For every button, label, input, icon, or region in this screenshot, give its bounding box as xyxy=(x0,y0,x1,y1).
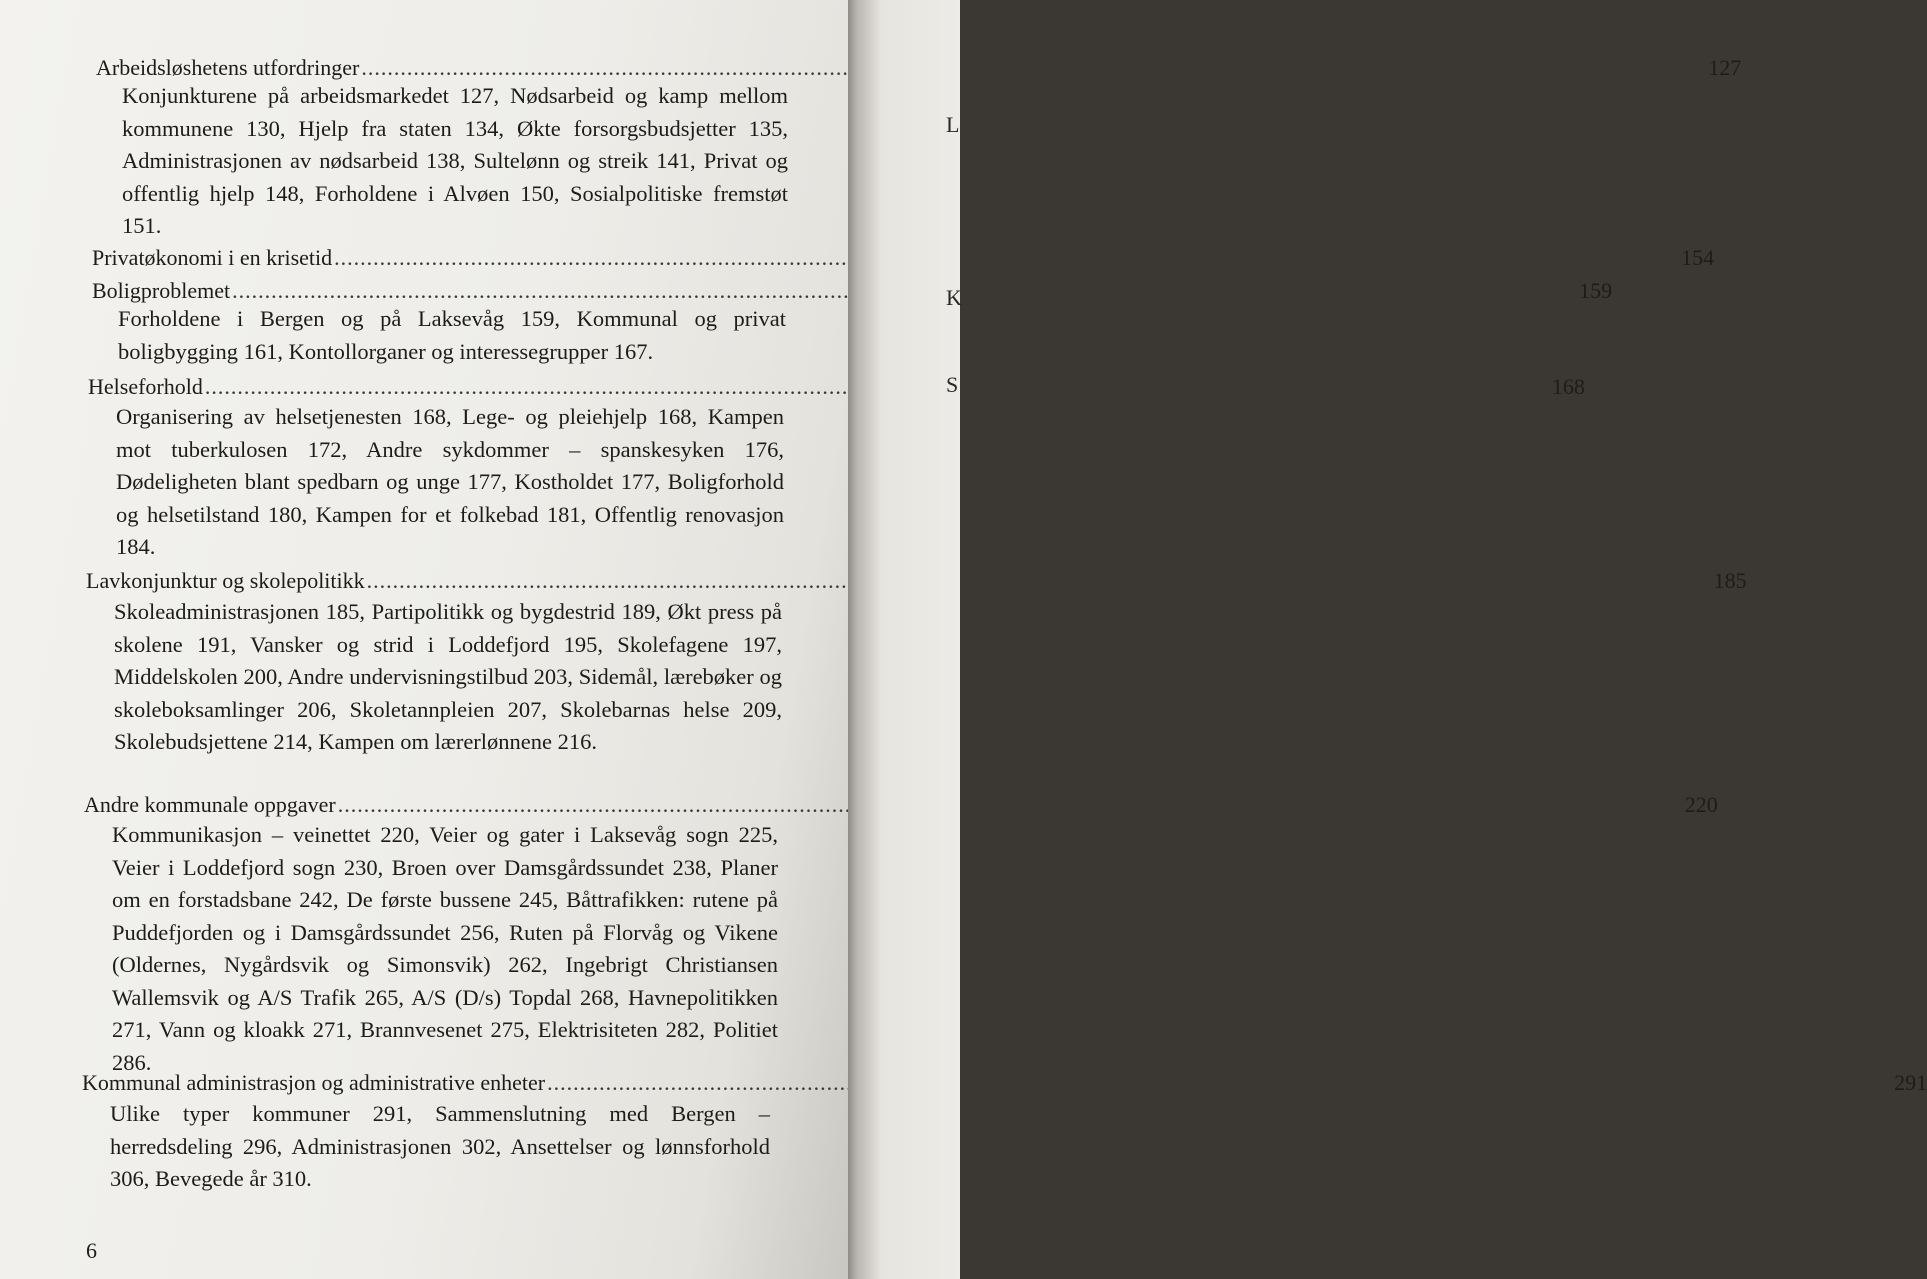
toc-subtopics: Kommunikasjon – veinettet 220, Veier og gater i Laksevåg sogn 225, Veier i Loddefjord sogn 230, Broen over Damsgårdssundet 238, Planer om en forstadsbane 242, De første bussene 245, Båttrafikken: rutene på Puddefjorden og i Damsgårdssundet 256, Ruten på Florvåg og Vikene (Oldernes, Nygårdsvik og Simonsvik) 262, Ingebrigt Christiansen Wallemsvik og A/S Trafik 265, A/S (D/s) Topdal 268, Havnepolitikken 271, Vann og kloakk 271, Brannvesenet 275, Elektrisiteten 282, Politiet 286. xyxy=(112,822,778,1075)
toc-subtopics: Forholdene i Bergen og på Laksevåg 159, Kommunal og privat boligbygging 161, Kontollorganer og interessegrupper 167. xyxy=(118,306,786,364)
leader-dots xyxy=(361,53,1700,83)
edge-letter: S xyxy=(946,372,959,397)
leader-dots xyxy=(338,790,1677,820)
toc-heading-title: Andre kommunale oppgaver xyxy=(84,792,336,817)
page-number: 6 xyxy=(86,1238,97,1263)
toc-heading-title: Boligproblemet xyxy=(92,278,231,303)
toc-heading-title: Kommunal administrasjon og administrative enheter xyxy=(82,1070,546,1095)
toc-page-number: 159 xyxy=(1579,278,1613,303)
toc-page-number: 168 xyxy=(1551,374,1585,399)
toc-page-number: 291 xyxy=(1894,1070,1927,1095)
toc-page-number: 154 xyxy=(1681,245,1715,270)
toc-subtopics: Konjunkturene på arbeidsmarkedet 127, Nødsarbeid og kamp mellom kommunene 130, Hjelp fra staten 134, Økte forsorgsbudsjetter 135, Administrasjonen av nødsarbeid 138, Sultelønn og streik 141, Privat og offentlig hjelp 148, Forholdene i Alvøen 150, Sosialpolitiske fremstøt 151. xyxy=(122,83,788,238)
toc-page-number: 127 xyxy=(1708,55,1742,80)
toc-heading xyxy=(88,372,1585,402)
toc-heading-title: Arbeidsløshetens utfordringer xyxy=(96,55,360,80)
toc-heading xyxy=(86,566,1747,596)
toc-subtopics: Ulike typer kommuner 291, Sammenslutning med Bergen – herredsdeling 296, Administrasjonen 302, Ansettelser og lønnsforhold 306, Bevegede år 310. xyxy=(110,1101,770,1191)
toc-subtopics: Organisering av helsetjenesten 168, Lege- og pleiehjelp 168, Kampen mot tuberkulosen 172, Andre sykdommer – spanskesyken 176, Dødeligheten blant spedbarn og unge 177, Kostholdet 177, Boligforhold og helsetilstand 180, Kampen for et folkebad 181, Offentlig renovasjon 184. xyxy=(116,404,784,559)
toc-heading xyxy=(82,1068,1927,1098)
toc-heading xyxy=(96,53,1742,83)
toc-page-number: 185 xyxy=(1713,568,1747,593)
next-page-edge xyxy=(848,0,960,1279)
leader-dots xyxy=(334,243,1673,273)
edge-letter: L xyxy=(946,112,960,137)
edge-letter: K xyxy=(946,285,962,310)
leader-dots xyxy=(547,1068,1886,1098)
toc-heading-title: Helseforhold xyxy=(88,374,203,399)
toc-heading xyxy=(84,790,1718,820)
leader-dots xyxy=(367,566,1706,596)
toc-heading-title: Lavkonjunktur og skolepolitikk xyxy=(86,568,365,593)
toc-heading xyxy=(92,276,1613,306)
toc-heading xyxy=(92,243,1715,273)
toc-page-number: 220 xyxy=(1684,792,1718,817)
toc-heading-title: Privatøkonomi i en krisetid xyxy=(92,245,333,270)
toc-subtopics: Skoleadministrasjonen 185, Partipolitikk og bygdestrid 189, Økt press på skolene 191, Vansker og strid i Loddefjord 195, Skolefagene 197, Middelskolen 200, Andre undervisningstilbud 203, Sidemål, lærebøker og skoleboksamlinger 206, Skoletannpleien 207, Skolebarnas helse 209, Skolebudsjettene 214, Kampen om lærerlønnene 216. xyxy=(114,599,782,754)
